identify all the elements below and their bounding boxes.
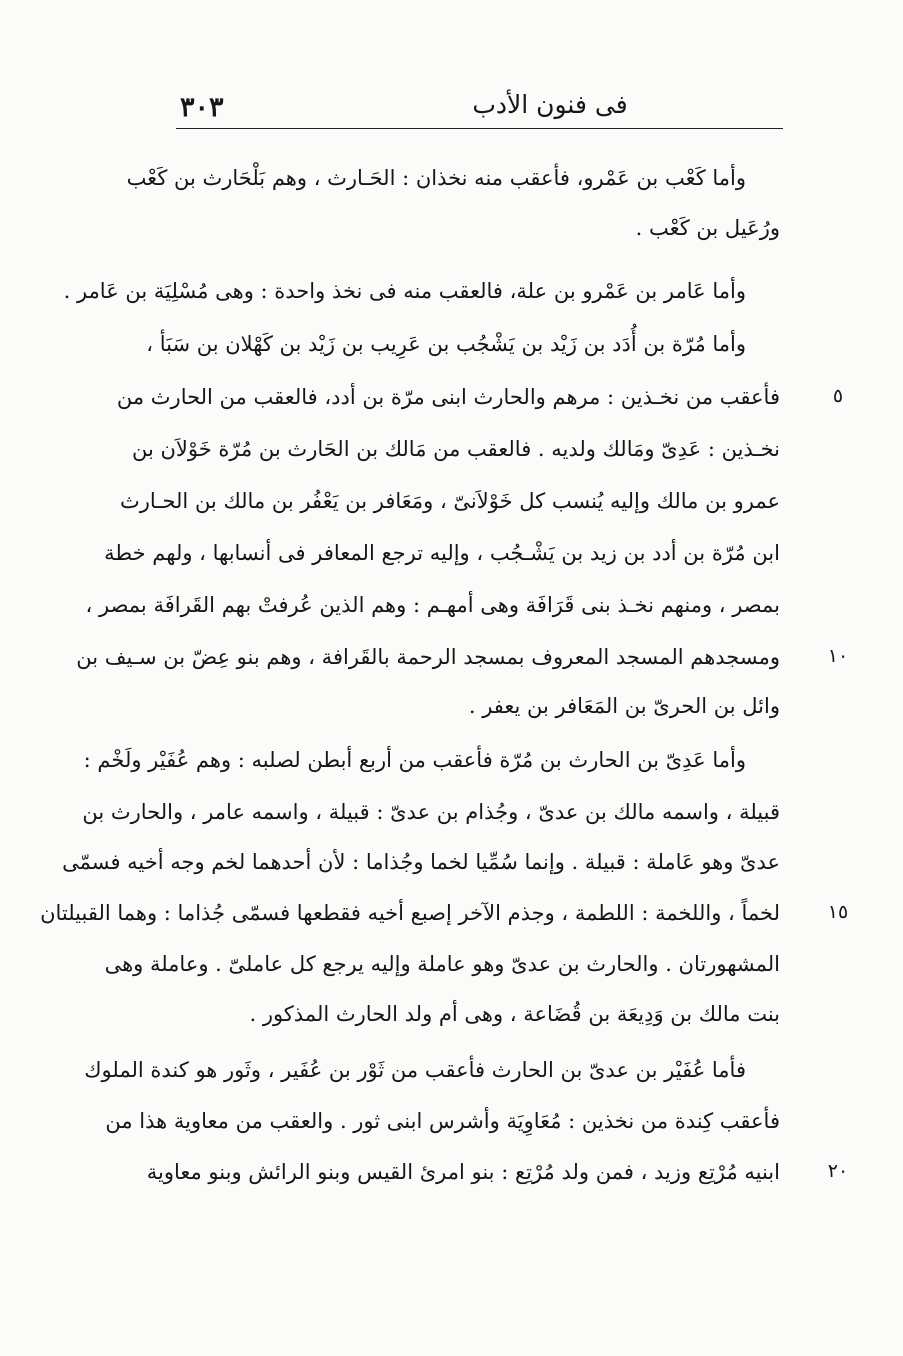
text-line: فأعقب كِندة من نخذين : مُعَاوِيَة وأشرس ابنى ثور . والعقب من معاوية هذا من xyxy=(105,1109,780,1133)
text-line: بنت مالك بن وَدِيعَة بن قُضَاعة ، وهى أم ولد الحارث المذكور . xyxy=(249,1002,780,1026)
text-line: عمرو بن مالك وإليه يُنسب كل خَوْلاَنىّ ، ومَعَافر بن يَعْفُر بن مالك بن الحـارث xyxy=(120,489,780,513)
text-line: لخماً ، واللخمة : اللطمة ، وجذم الآخر إصبع أخيه فقطعها فسمّى جُذاما : وهما القبيلتان xyxy=(40,901,780,925)
page-number: ٣٠٣ xyxy=(180,92,224,123)
text-line: قبيلة ، واسمه مالك بن عدىّ ، وجُذام بن عدىّ : قبيلة ، واسمه عامر ، والحارث بن xyxy=(82,800,780,824)
text-line: وأما عَدِىّ بن الحارث بن مُرّة فأعقب من أربع أبطن لصلبه : وهم عُفَيْر ولَخْم : xyxy=(83,748,746,772)
text-line: وأما عَامر بن عَمْرو بن علة، فالعقب منه فى نخذ واحدة : وهى مُسْلِيَة بن عَامر . xyxy=(63,279,746,303)
text-line: فأما عُفَيْر بن عدىّ بن الحارث فأعقب من ثَوْر بن عُفَير ، وثَور هو كندة الملوك xyxy=(84,1058,746,1082)
line-number: ١٠ xyxy=(827,645,849,667)
line-number: ١٥ xyxy=(827,901,849,923)
text-line: وأما كَعْب بن عَمْرو، فأعقب منه نخذان : الحَـارث ، وهم بَلْحَارث بن كَعْب xyxy=(126,166,746,190)
text-line: المشهورتان . والحارث بن عدىّ وهو عاملة وإليه يرجع كل عاملىّ . وعاملة وهى xyxy=(104,952,780,976)
line-number: ٢٠ xyxy=(827,1160,849,1182)
text-line: بمصر ، ومنهم نخـذ بنى قَرَافَة وهى أمهـم : وهم الذين عُرفتْ بهم القَرافَة بمصر ، xyxy=(85,593,780,617)
text-line: وأما مُرّة بن أُدَد بن زَيْد بن يَشْجُب بن عَرِيب بن زَيْد بن كَهْلان بن سَبَأ ، xyxy=(146,332,746,356)
text-line: نخـذين : عَدِىّ ومَالك ولديه . فالعقب من مَالك بن الحَارث بن مُرّة خَوْلاَن بن xyxy=(132,437,780,461)
text-line: ابنيه مُرْتِع وزيد ، فمن ولد مُرْتِع : بنو امرئ القيس وبنو الرائش وبنو معاوية xyxy=(146,1160,780,1184)
text-line: وائل بن الحرىّ بن المَعَافر بن يعفر . xyxy=(468,694,780,718)
text-line: فأعقب من نخـذين : مرهم والحارث ابنى مرّة بن أدد، فالعقب من الحارث من xyxy=(116,385,780,409)
line-number: ٥ xyxy=(832,385,844,407)
running-title: فى فنون الأدب xyxy=(472,90,628,119)
text-line: ورُعَيل بن كَعْب . xyxy=(635,216,780,240)
text-line: ابن مُرّة بن أدد بن زيد بن يَشْـجُب ، وإليه ترجع المعافر فى أنسابها ، ولهم خطة xyxy=(104,541,780,565)
text-line: عدىّ وهو عَاملة : قبيلة . وإنما سُمِّيا لخما وجُذاما : لأن أحدهما لخم وجه أخيه فسمّى xyxy=(62,850,780,874)
text-line: ومسجدهم المسجد المعروف بمسجد الرحمة بالقَرافة ، وهم بنو عِضّ بن سـيف بن xyxy=(76,645,780,669)
